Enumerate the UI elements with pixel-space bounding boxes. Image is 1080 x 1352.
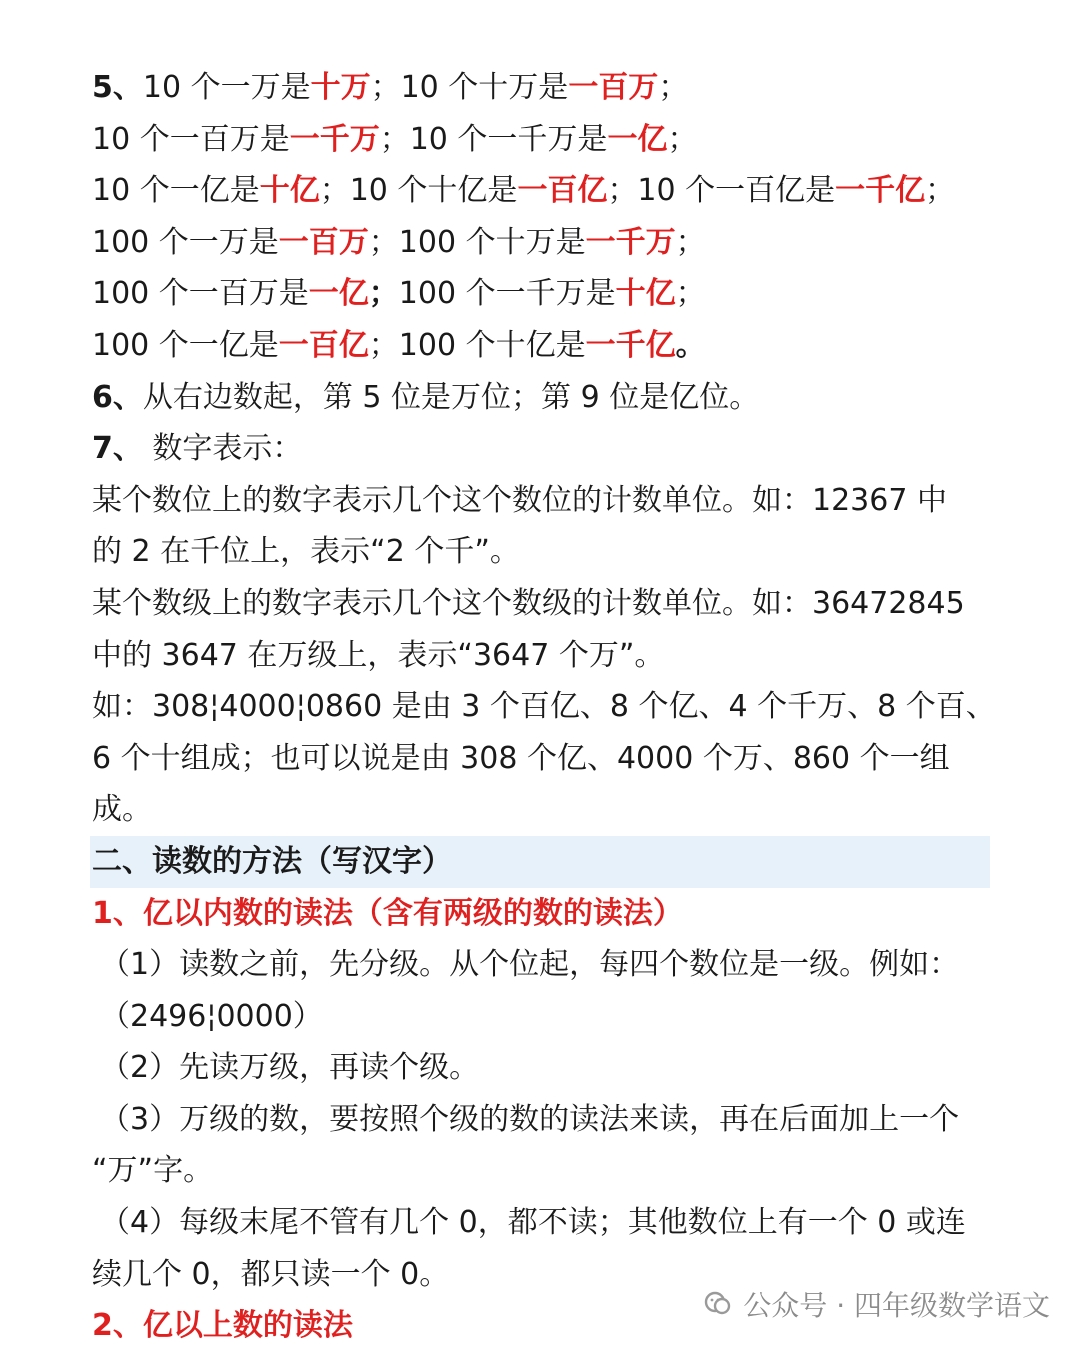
section-heading: 二、读数的方法（写汉字） — [90, 836, 990, 888]
answer: 十亿 — [615, 276, 676, 312]
text: 10 个一百万是 — [92, 121, 290, 157]
text: 100 个一千万是 — [398, 276, 616, 312]
text: 10 个一亿是 — [92, 173, 260, 209]
text: ； — [675, 276, 706, 312]
text: 。 — [675, 327, 706, 363]
answer: 一千万 — [289, 121, 380, 157]
text: ； — [368, 276, 399, 312]
answer: 一千亿 — [835, 173, 926, 209]
paragraph-line: 成。 — [92, 792, 152, 828]
text: 数字表示： — [142, 431, 303, 467]
text: ； — [658, 70, 689, 105]
paragraph-line: 6 个十组成；也可以说是由 308 个亿、4000 个万、860 个一组 — [92, 740, 950, 776]
rule-line: （3）万级的数，要按照个级的数的读法来读，再在后面加上一个 — [100, 1101, 960, 1137]
answer: 一亿 — [308, 276, 369, 312]
text: 10 个一万是 — [142, 70, 311, 105]
answer: 十亿 — [259, 173, 320, 209]
text: 100 个一亿是 — [92, 327, 279, 363]
rule-line: （2）先读万级，再读个级。 — [100, 1050, 480, 1086]
paragraph-line: 如：308¦4000¦0860 是由 3 个百亿、8 个亿、4 个千万、8 个百、 — [92, 689, 996, 725]
item-number: 6、 — [92, 379, 143, 415]
text: ；10 个一百亿是 — [607, 173, 836, 209]
answer: 一百万 — [568, 70, 659, 105]
line-5f — [92, 320, 992, 372]
line-6 — [92, 372, 992, 424]
text: ； — [667, 121, 698, 157]
answer: 一百亿 — [517, 173, 608, 209]
rule-line: （4）每级末尾不管有几个 0，都不读；其他数位上有一个 0 或连 — [100, 1205, 966, 1241]
answer: 十万 — [310, 70, 371, 105]
subsection-heading: 1、亿以内数的读法（含有两级的数的读法） — [92, 895, 683, 931]
text: ； — [925, 173, 956, 209]
watermark — [703, 1282, 1050, 1326]
item-number: 7、 — [92, 431, 143, 467]
wechat-icon — [703, 1289, 733, 1319]
item-number: 5、 — [92, 70, 143, 105]
rule-line: （2496¦0000） — [100, 998, 323, 1034]
paragraph-line: 某个数级上的数字表示几个这个数级的计数单位。如：36472845 — [92, 585, 965, 621]
text: ； — [675, 224, 706, 260]
text: ；100 个十亿是 — [368, 327, 586, 363]
line-7 — [92, 423, 992, 475]
answer: 一千万 — [585, 224, 676, 260]
answer: 一亿 — [607, 121, 668, 157]
text: ；10 个十亿是 — [319, 173, 518, 209]
rule-line: “万”字。 — [92, 1153, 214, 1189]
document-body — [92, 62, 996, 1352]
line-5b — [92, 114, 992, 166]
watermark-text: 公众号 · 四年级数学语文 — [743, 1289, 1050, 1322]
line-5 — [92, 62, 992, 114]
paragraph-line: 的 2 在千位上，表示“2 个千”。 — [92, 534, 520, 570]
paragraph-line: 某个数位上的数字表示几个这个数位的计数单位。如：12367 中 — [92, 482, 947, 518]
subsection-heading: 2、亿以上数的读法 — [92, 1308, 353, 1344]
answer: 一千亿 — [585, 327, 676, 363]
text: ；10 个一千万是 — [379, 121, 608, 157]
text: ；100 个十万是 — [368, 224, 586, 260]
paragraph-line: 中的 3647 在万级上，表示“3647 个万”。 — [92, 637, 665, 673]
line-5e — [92, 268, 992, 320]
text: 100 个一万是 — [92, 224, 279, 260]
rule-line: 续几个 0，都只读一个 0。 — [92, 1256, 450, 1292]
answer: 一百亿 — [278, 327, 369, 363]
rule-line: （1）读数之前，先分级。从个位起，每四个数位是一级。例如： — [100, 947, 960, 983]
line-5d — [92, 217, 992, 269]
text: 100 个一百万是 — [92, 276, 309, 312]
line-5c — [92, 165, 992, 217]
text: ；10 个十万是 — [370, 70, 569, 105]
text: 从右边数起，第 5 位是万位；第 9 位是亿位。 — [142, 379, 760, 415]
answer: 一百万 — [278, 224, 369, 260]
